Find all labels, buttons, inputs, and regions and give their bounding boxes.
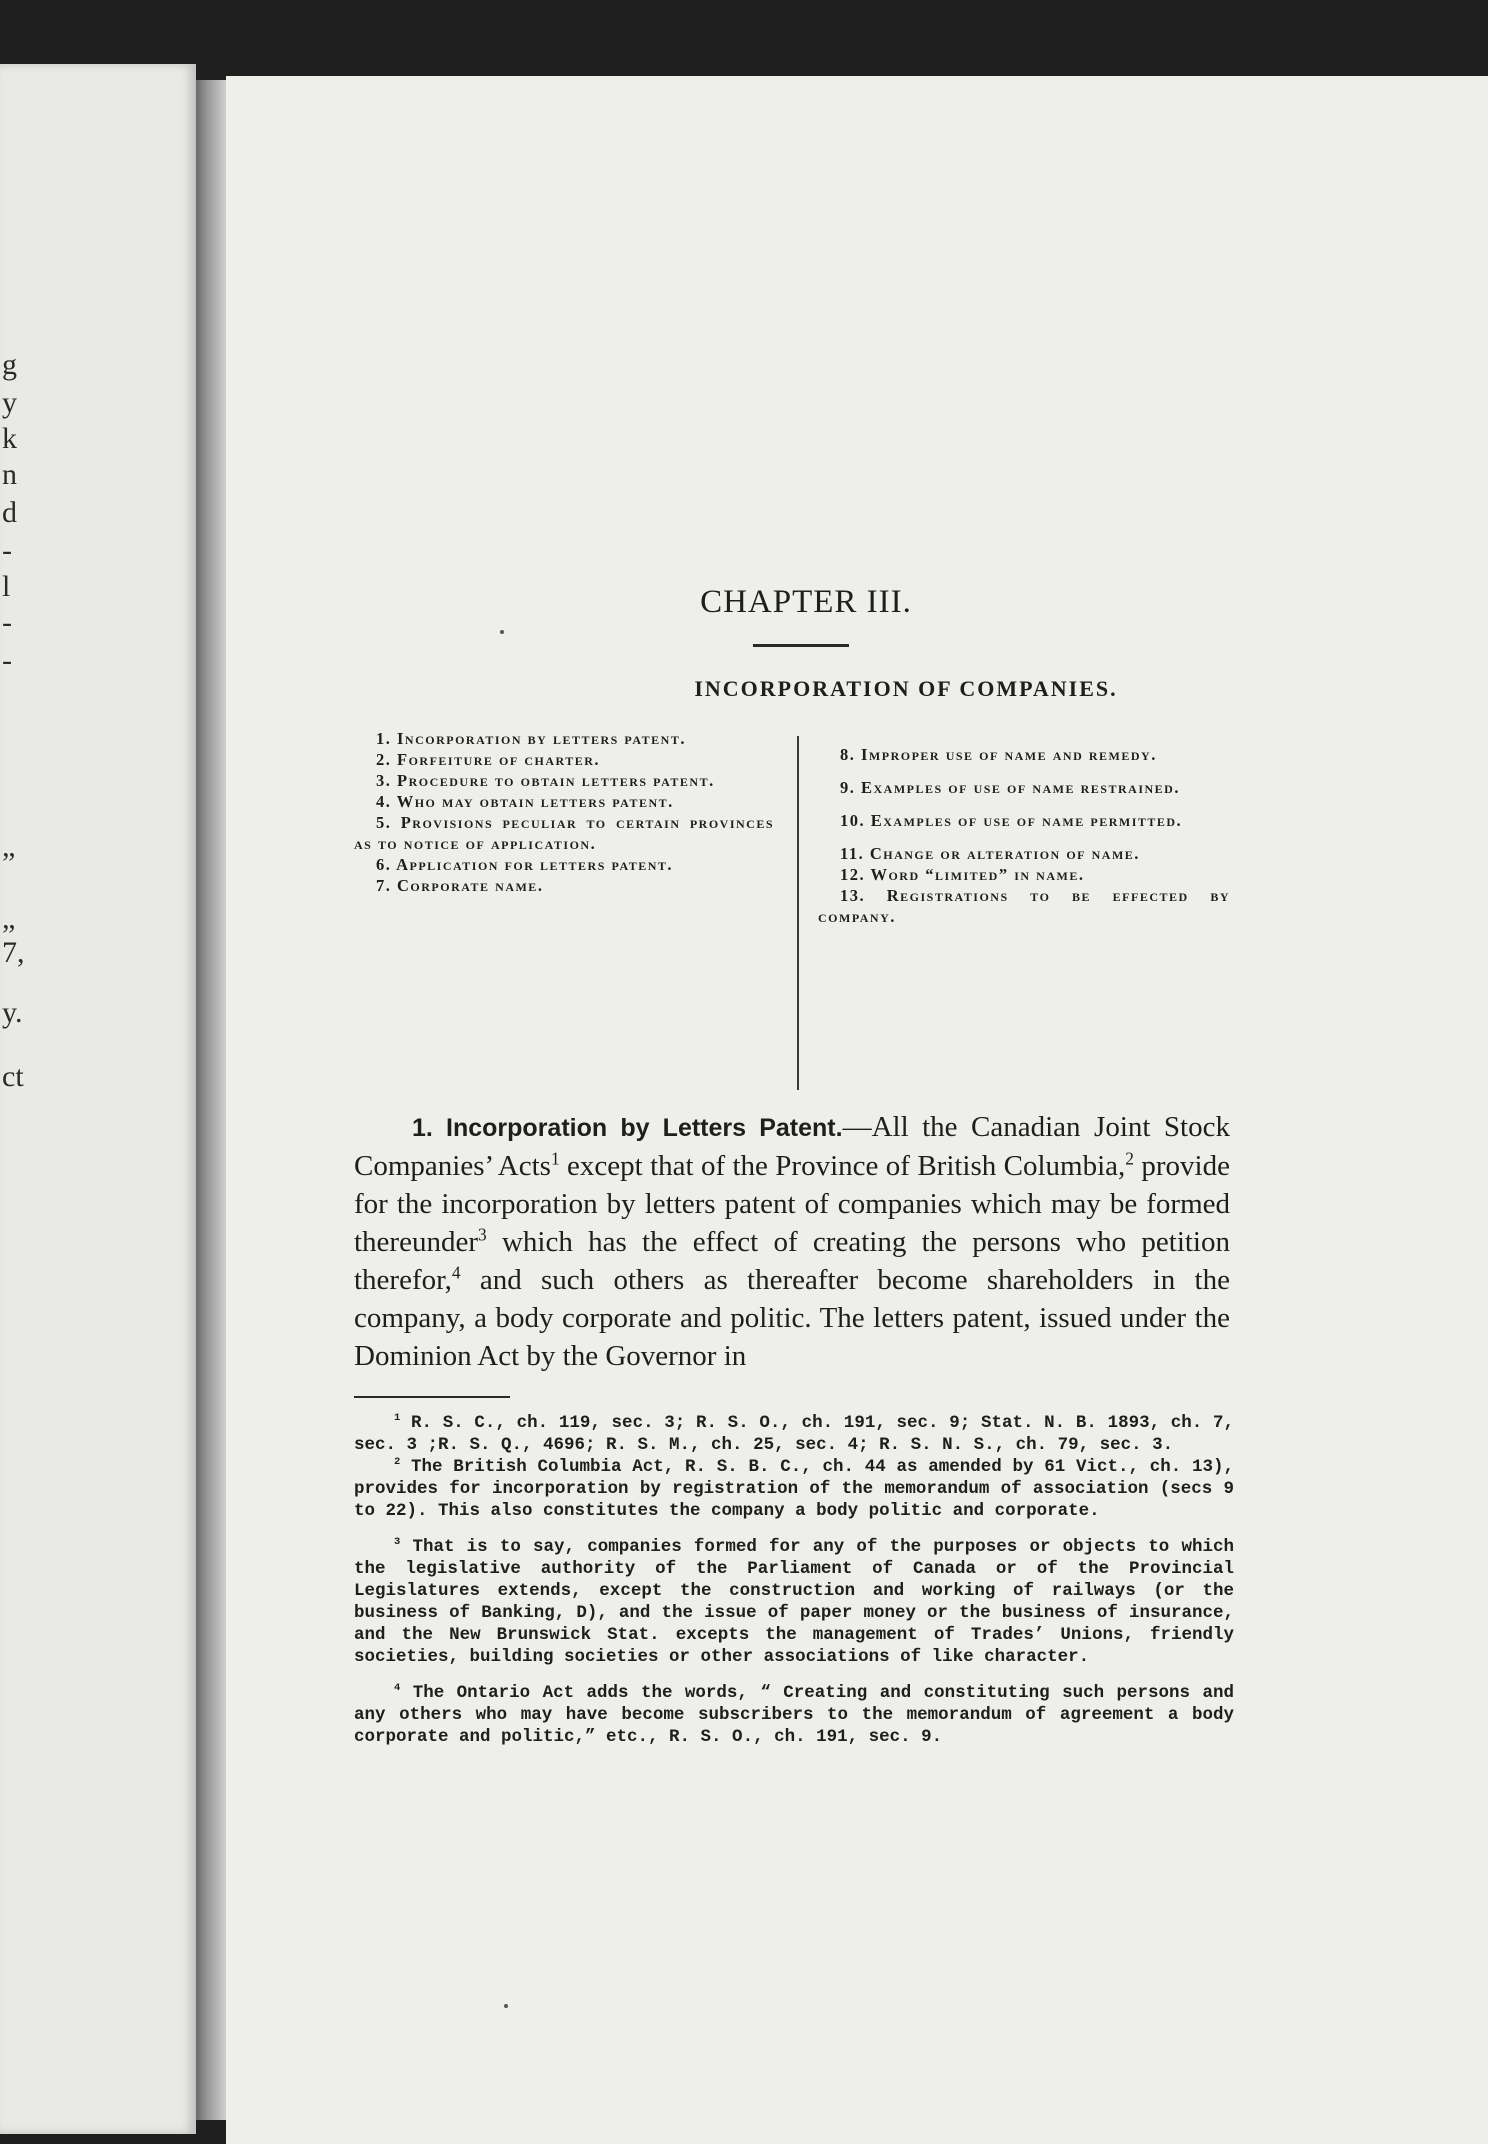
footnote-rule bbox=[354, 1396, 510, 1398]
facing-page-fragment: „ bbox=[2, 902, 16, 935]
facing-page-fragment: g bbox=[2, 348, 17, 381]
toc-item: 2. Forfeiture of charter. bbox=[376, 750, 601, 769]
toc-right-column bbox=[818, 744, 1230, 927]
facing-page-fragment: k bbox=[2, 422, 17, 455]
body-text-run: and such others as thereafter become shareholders in the company, a body corporate and politic. The letters patent, issued under the Dominion Act by the Governor in bbox=[354, 1264, 1230, 1372]
facing-page-edge bbox=[0, 64, 196, 2134]
book-gutter bbox=[196, 80, 226, 2120]
footnote-mark: 4 bbox=[394, 1682, 401, 1695]
footnote-ref: 2 bbox=[1125, 1148, 1134, 1169]
toc-left-column bbox=[354, 728, 774, 896]
footnote-text: The British Columbia Act, R. S. B. C., ch. 44 as amended by 61 Vict., ch. 13), provides for incorporation by registration of the memorandum of association (secs 9 to 22). This also constitutes the company a body politic and corporate. bbox=[354, 1457, 1234, 1521]
footnote-mark: 3 bbox=[394, 1536, 401, 1549]
facing-page-fragment: y. bbox=[2, 996, 23, 1029]
toc-item: 8. Improper use of name and remedy. bbox=[840, 745, 1157, 764]
body-text-run: provide for the incorporation by letters patent of companies which may be formed thereunder bbox=[354, 1150, 1230, 1258]
toc-item: 7. Corporate name. bbox=[376, 876, 544, 895]
footnote-mark: 1 bbox=[394, 1412, 401, 1425]
body-text-run: which has the effect of creating the persons who petition therefor, bbox=[354, 1226, 1230, 1296]
toc-item: 10. Examples of use of name permitted. bbox=[840, 811, 1183, 830]
toc-item: 11. Change or alteration of name. bbox=[840, 844, 1140, 863]
toc-item: 4. Who may obtain letters patent. bbox=[376, 792, 674, 811]
facing-page-fragment: ct bbox=[2, 1060, 24, 1093]
paper-speck bbox=[500, 630, 504, 634]
section-title: INCORPORATION OF COMPANIES. bbox=[694, 676, 1118, 701]
body-text-run: —All the Canadian Joint Stock Companies’ Acts bbox=[354, 1111, 1230, 1182]
toc-item: 3. Procedure to obtain letters patent. bbox=[376, 771, 715, 790]
facing-page-fragment: l bbox=[2, 570, 11, 603]
toc-item: 1. Incorporation by letters patent. bbox=[376, 729, 686, 748]
facing-page-fragment: d bbox=[2, 496, 17, 529]
facing-page-fragment: n bbox=[2, 458, 17, 491]
paragraph-heading: 1. Incorporation by Letters Patent. bbox=[412, 1114, 843, 1142]
footnotes bbox=[354, 1412, 1234, 1762]
facing-page-fragment: - bbox=[2, 534, 12, 567]
toc-item: 5. Provisions peculiar to certain provinces as to notice of application. bbox=[354, 813, 774, 853]
toc-divider bbox=[797, 736, 799, 1090]
facing-page-fragment: „ bbox=[2, 830, 16, 863]
facing-page-fragment: - bbox=[2, 606, 12, 639]
facing-page-fragment: - bbox=[2, 644, 12, 677]
toc-item: 13. Registrations to be effected by company. bbox=[818, 886, 1230, 926]
footnote bbox=[354, 1456, 1234, 1522]
body-text-run: except that of the Province of British Columbia, bbox=[559, 1150, 1126, 1182]
facing-page-fragment: 7, bbox=[2, 936, 25, 969]
footnote-ref: 4 bbox=[451, 1262, 461, 1283]
footnote-text: That is to say, companies formed for any of the purposes or objects to which the legislative authority of the Parliament of Canada or of the Provincial Legislatures extends, except the construction and working of railways (or the business of Banking, D), and the issue of paper money or the business of insurance, and the New Brunswick Stat. excepts the management of Trades’ Unions, friendly societies, building societies or other associations of like character. bbox=[354, 1537, 1234, 1667]
toc-item: 6. Application for letters patent. bbox=[376, 855, 674, 874]
footnote bbox=[354, 1412, 1234, 1456]
footnote-text: The Ontario Act adds the words, “ Creating and constituting such persons and any others who may have become subscribers to the memorandum of agreement a body corporate and politic,” etc., R. S. O., ch. 191, sec. 9. bbox=[354, 1683, 1234, 1747]
chapter-rule bbox=[753, 644, 849, 647]
toc-item: 12. Word “limited” in name. bbox=[840, 865, 1085, 884]
footnote bbox=[354, 1536, 1234, 1668]
footnote-mark: 2 bbox=[394, 1456, 401, 1469]
body-paragraph bbox=[354, 1108, 1230, 1375]
footnote-text: R. S. C., ch. 119, sec. 3; R. S. O., ch. 191, sec. 9; Stat. N. B. 1893, ch. 7, sec. 3 ;R. S. Q., 4696; R. S. M., ch. 25, sec. 4; R. S. N. S., ch. 79, sec. 3. bbox=[354, 1413, 1234, 1455]
chapter-title: CHAPTER III. bbox=[700, 584, 912, 620]
footnote-ref: 1 bbox=[550, 1148, 560, 1169]
facing-page-fragment: y bbox=[2, 386, 17, 419]
document-page bbox=[226, 76, 1488, 2144]
paper-speck bbox=[504, 2004, 508, 2008]
toc-item: 9. Examples of use of name restrained. bbox=[840, 778, 1180, 797]
footnote bbox=[354, 1682, 1234, 1748]
footnote-ref: 3 bbox=[478, 1224, 487, 1245]
